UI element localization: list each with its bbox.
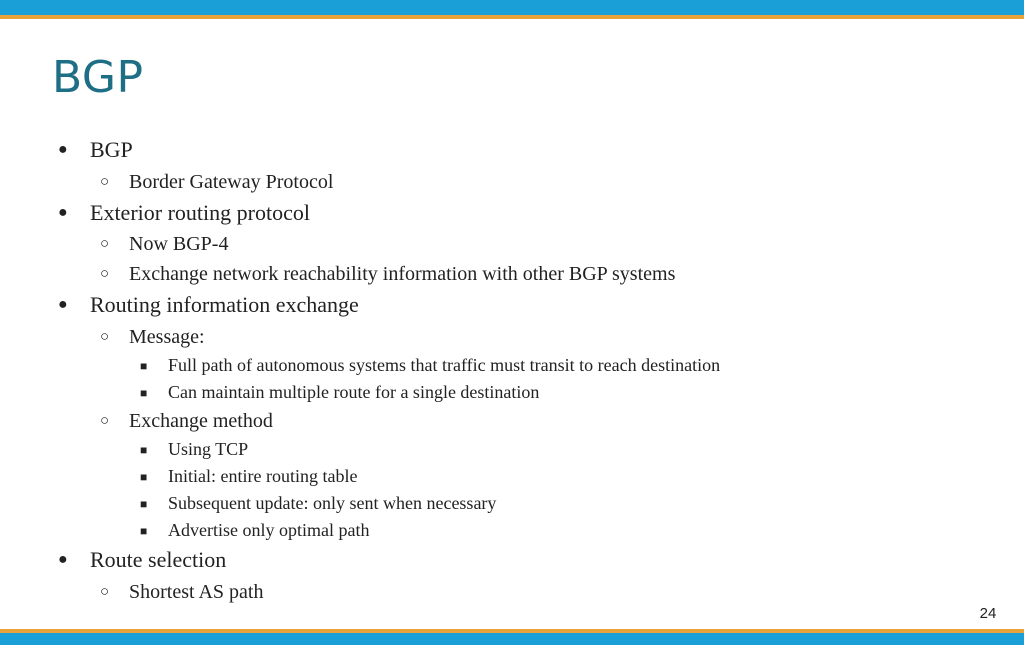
outline-item-text: Route selection (90, 547, 227, 572)
footer-blue-stripe (0, 633, 1024, 645)
outline-item-text: Subsequent update: only sent when necessary (168, 493, 497, 513)
slide-title: BGP (52, 52, 144, 103)
square-bullet-icon: ■ (140, 470, 148, 484)
outline-subitem-border-gateway-protocol (100, 170, 334, 194)
filled-circle-bullet-icon: ● (58, 296, 68, 313)
outline-item-text: Using TCP (168, 439, 249, 459)
outline-item-text: Full path of autonomous systems that traffic must transit to reach destination (168, 355, 721, 375)
hollow-circle-bullet-icon: ○ (100, 266, 110, 282)
outline-item-text: Exchange method (129, 410, 273, 432)
outline-item-text: BGP (90, 137, 133, 162)
outline-item-text: Initial: entire routing table (168, 466, 358, 486)
outline-subsubitem-subsequent-update (140, 493, 497, 515)
square-bullet-icon: ■ (140, 386, 148, 400)
filled-circle-bullet-icon: ● (58, 551, 68, 568)
outline-item-text: Border Gateway Protocol (129, 171, 334, 193)
hollow-circle-bullet-icon: ○ (100, 584, 110, 600)
hollow-circle-bullet-icon: ○ (100, 236, 110, 252)
square-bullet-icon: ■ (140, 359, 148, 373)
outline-subsubitem-optimal-path (140, 520, 370, 542)
outline-item-text: Exterior routing protocol (90, 200, 310, 225)
outline-subitem-now-bgp4 (100, 232, 229, 256)
outline-subitem-exchange-method (100, 409, 273, 433)
outline-subitem-shortest-as-path (100, 580, 264, 604)
hollow-circle-bullet-icon: ○ (100, 174, 110, 190)
outline-item-text: Shortest AS path (129, 581, 264, 603)
footer-band (0, 629, 1024, 645)
outline-subitem-message (100, 325, 205, 349)
outline-subsubitem-initial-table (140, 466, 358, 488)
outline-item-text: Routing information exchange (90, 292, 359, 317)
outline-item-text: Exchange network reachability information with other BGP systems (129, 263, 676, 285)
outline-item-text: Now BGP-4 (129, 233, 229, 255)
outline-item-bgp (58, 137, 133, 163)
outline-subsubitem-multiple-route (140, 382, 540, 404)
outline-item-route-selection (58, 547, 227, 573)
hollow-circle-bullet-icon: ○ (100, 329, 110, 345)
square-bullet-icon: ■ (140, 497, 148, 511)
outline-item-exterior-routing (58, 200, 310, 226)
outline-subitem-exchange-reachability (100, 262, 676, 286)
square-bullet-icon: ■ (140, 524, 148, 538)
outline-item-routing-information-exchange (58, 292, 359, 318)
outline-subsubitem-using-tcp (140, 439, 249, 461)
hollow-circle-bullet-icon: ○ (100, 413, 110, 429)
outline-item-text: Advertise only optimal path (168, 520, 370, 540)
square-bullet-icon: ■ (140, 443, 148, 457)
page-number: 24 (979, 605, 997, 622)
outline-item-text: Can maintain multiple route for a single destination (168, 382, 540, 402)
filled-circle-bullet-icon: ● (58, 204, 68, 221)
outline-subsubitem-full-path (140, 355, 721, 377)
outline-item-text: Message: (129, 326, 205, 348)
filled-circle-bullet-icon: ● (58, 141, 68, 158)
